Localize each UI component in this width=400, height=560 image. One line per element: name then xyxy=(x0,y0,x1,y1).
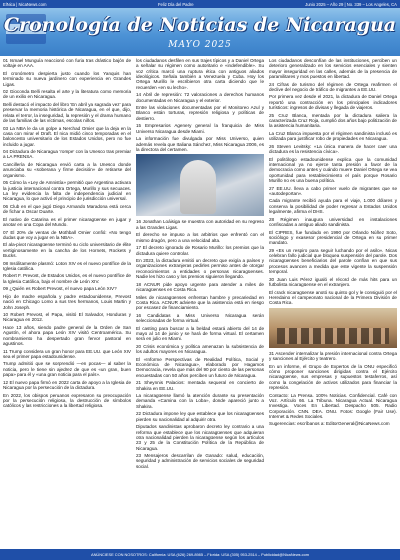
group-people xyxy=(277,328,389,344)
news-item: 02 Gioconda Belli resalta el arte y la literatura como memoria de un exilio en Nicaragua. xyxy=(3,89,131,100)
news-item: 22 Dictadura impone ley que establece que los nicaragüenses pierden su nacionalidad al adquirir otra. xyxy=(136,411,264,422)
news-item: Por primera vez desde el 2021, la dictadura de Daniel Ortega reportó una contracción en los principales indicadores turísticos: ingresos de divisas y llegada de viajeros. xyxy=(269,94,397,111)
news-item: 06 Club en el que jugó Diego Armando Maradona está cerca de fichar a Oscar Duarte. xyxy=(3,203,131,215)
news-item: 16 Jonathan Loáisiga se muestra con autoridad en su regreso a las Grandes Ligas. xyxy=(136,219,264,230)
news-item: 31 Ascender internalizar la presión internacional contra Ortega y sanciones al Ejército y teatrero. xyxy=(269,350,397,362)
news-item: 21 Sheynnis Palacios: mentada sequeral en concierto de Shakira en EE.UU. xyxy=(136,380,264,391)
news-item: La Cruz Blanca impuesta por el régimen sandinista inclusó es utilizada para justificar robo de propiedades en Nicaragua. xyxy=(269,130,397,142)
news-item: 12 El nuevo papa firmó en 2022 carta de apoyo a la Iglesia de Nicaragua por la persecución de la dictadura. xyxy=(3,379,131,390)
news-item: El «Informe Perspectivas de Realidad Política, Social y Económica de Nicaragua», elaborado por Hagamos Democracia, revela que más del 90 por ciento de las personas encuestadas con 50 años perciben un futuro de Nicaragua. xyxy=(136,356,264,378)
news-item: 14 Abril de represión: 72 valoraciones a derechos humanos documentadas en Nicaragua y el exterior. xyxy=(136,92,264,103)
news-item: El CIPRES, fue fundado en 1990 por Orlando Núñez Soto, sociólogo y exasesor presidencial de Ortega en su primer mandato. xyxy=(269,229,397,246)
sources-credits: Contacto: La Prensa. 100% Noticias. Confidencial. Café con Voz. Artículo 66. La Tribuna. Nicaragua Actual. Nicaragua Investiga. Voces En Libertad. Despacho 505. Radio Corporación. CNN. DEA. ONU. Fotos: Google (Fair Use). Internet & Redes Sociales. xyxy=(269,392,397,419)
news-item: 18 ACNUR pide apoyo urgente para atender a miles de nicaragüenses en Costa Rica. xyxy=(136,281,264,292)
news-item: 15 Empresarios Agenery general la franquicia de Miss Universo Nicaragua desde Miami. xyxy=(136,123,264,134)
news-item: 10 Robert Prevost, el Papa, visitó El Salvador, Honduras y Nicaragua en 2012. xyxy=(3,312,131,323)
pitcher-photo xyxy=(136,154,264,216)
news-item: 20 Crisis económica y política amenazan la subsistencia de los adultos mayores en Nicaragua. xyxy=(136,343,264,355)
title-banner xyxy=(0,8,400,56)
fathers-day-greeting: Feliz Día del Padre xyxy=(157,1,194,7)
news-item: 27 EE.UU. lleva a cabo primer vuelo de migrantes que se «autodeportan». xyxy=(269,185,397,196)
news-item: 30 Juan Luis Pérez igualó el récord de más hits para un futbolista nicaragüense en el extranjero. xyxy=(269,276,397,287)
column-2 xyxy=(136,58,264,548)
news-item: 16 Candidatas a Miss Universo Nicaragua serán seleccionadas de forma virtual. xyxy=(136,312,264,324)
news-item: La información fue divulgada por Miss Universo, quien además revela que Italiana Sánchez, Miss Nicaragua 2006, es la directora del certamen. xyxy=(136,136,264,152)
news-item: 07 El 20% de ventas de Mothball Omier confió: «No tengo dudas que voy a jugar en la NBA». xyxy=(3,229,131,240)
news-item: 23 Mensajeros descarrilan de Ganado: salud, educación, seguridad y administración de servicios sociales de seguridad social. xyxy=(136,453,264,469)
news-item: Cada migrante recibió ayuda para el viaje, 1.000 dólares y conserva la posibilidad de poder regresar a Estados Unidos legalmente, afirma el DHS. xyxy=(269,198,397,215)
advertising-footer: ANÚNCIESE CON NOSOTROS: California: USA (626) 269-8985 – Florida: USA (305) 953-2514 – Publicidad@NicaNews.com xyxy=(0,549,400,560)
news-item: Diputados sandinistas aprobaron decreto ley contrario a una reforma que establece que los nicaragüenses que adquieran otra nacionalidad pierden la nicaragüense según los artículos 23 y 25 de la Constitución Política de la República de Nicaragua. xyxy=(136,424,264,451)
news-item: 05 Cómo la «Ley de Amnistía» permitió que Argentina activara la justicia internacional contra Ortega, Murillo y sus secuaces. La ley evidencia la falta de independencia judicial en Nicaragua, lo que activó el principio de jurisdicción universal. xyxy=(3,180,131,202)
page-subtitle: MAYO 2025 xyxy=(168,40,232,50)
news-item: Cancillería de Nicaragua envió carta a la Unesco donde anunciaba su «soberana y firme decisión» de retirarse del organismo. xyxy=(3,161,131,178)
news-item: 01 Ismael Munguía reaccionó con furia tras drástico bajón de voltaje en AAA. xyxy=(3,58,131,69)
column-3 xyxy=(269,58,397,548)
suggestions-email: Sugerencias: escríbanos a: EditorGeneral@NicaNews.com xyxy=(269,421,390,427)
news-item: En 2023, la dictadura emitió un decreto que exigía a países y organizaciones extranjeras pedirles permiso antes de otorgar reconocimientos a entidades o personas nicaragüenses. Nadie les hizo caso y los premios siguieron llegando. xyxy=(136,258,264,280)
news-item: 28 Régimen inaugura universidad en instalaciones confiscadas a antiguo aliado sandinista. xyxy=(269,216,397,227)
masthead-brand: ElNica | NicaNews.com xyxy=(3,1,47,7)
news-item: El politólogo estadounidense explica que la comunidad internacional ya no ejerce tanta presión a favor de la democracia como antes y cuándo muere Daniel Ortega se vea oportunidad para restablecimiento el país porque Rosario Murillo no es una buena política. xyxy=(269,156,397,183)
news-item: El nativo de Catarina es el primer nicaragüense en jugar y anotar en una Copa del Mundo. xyxy=(3,216,131,227)
news-item: 09 ¿Quién es Robert Prevost, el nuevo papa León XIV? xyxy=(3,286,117,292)
news-item: 17 El decreto ignorado de Rosario Murillo: los premios que la dictadura quiere controlar. xyxy=(136,245,264,256)
news-item: 25 Cruz Blanca, mentada por la dictadura saliera la caracterizada Cruz Roja, cumplió dos años bajo politización de la asistencia humanitaria. xyxy=(269,112,397,129)
news-item: Miles de nicaragüenses enfrentan hambre y precariedad en Costa Rica. ACNUR advierte que la asistencia está en riesgo por escasez de financiamiento. xyxy=(136,294,264,311)
news-item: La nicaragüense llamó la atención durante su presentación demanda «Camina con la Loba», donde apareció junto a Shakira. xyxy=(136,393,264,409)
news-item: Hace 13 años, siendo padre general de la Orden de San Agustín, el ahora papa León XIV visitó Centroamérica. Su nombramiento ha despertado gran fervor pastoral en agustinos. xyxy=(3,324,131,346)
pitcher-figure xyxy=(180,160,216,214)
news-item: Trump admitió que se sorprendió —en pocas— al saber la noticia, pero le tiene sin ajedrez de que es «un gran, buen papa» para él y «una gran noticia para el país». xyxy=(3,361,131,378)
news-item: Entre las violaciones documentadas por el Monitoreo Azul y Blanco están torturas, represión religiosa y políticas de destierro. xyxy=(136,105,264,121)
news-item: Robert F. Prevost, de Estados Unidos, es el nuevo pontífice de la Iglesia Católica, bajo el nombre de León XIV. xyxy=(3,273,131,284)
news-item: los ciudadanos desfilen en sus trajes típicos y a Daniel Ortega a señalar su régimen como autoritario e «indefendible». Su voz crítica marcó una ruptura ética con antiguos aliados ideológicos. Señala también a Venezuela y Cuba. Hoy los Ortega Murillo le escribieron otra carta diciendo que le recuerden «en su lecho». xyxy=(136,58,264,90)
news-item: El crack nicaragüense anotó su quinto gol y le consiguió por el Heredaino el campeonato nacional de la Primera División de Costa Rica. xyxy=(269,289,397,306)
news-item: El ala-pivot nicaragüense terminó su ciclo universitario de élite vertiginosamente en la cancha de los Hornets, Rockets y Bucks. xyxy=(3,242,131,259)
column-1 xyxy=(3,58,131,548)
issue-info: Junio 2025 – Año 29 | No. 339 – Los Angeles, CA xyxy=(305,1,397,7)
news-item: 04 Dictadura de Nicaragua ‘rompe’ con la Unesco tras premiar a LA PRENSA. xyxy=(3,149,131,160)
news-item: 11 Trump considera un gran honor para EE.UU. que León XIV sea el primer papa estadounidense. xyxy=(3,348,131,359)
top-info-bar xyxy=(0,0,400,8)
page-title: Cronología de Noticias de Nicaragua xyxy=(3,14,397,36)
news-item: 26 Steven Levitsky: «La única manera de hacer caer una dictadura es la resistencia cívica». xyxy=(269,143,397,155)
news-item: Hijo de madre española y padre estadounidense, Prevost nació en Chicago Lomo a sus tres hermanos, Louis Martin y John Joseph. xyxy=(3,293,131,310)
news-item: En un informe, el Grupo de Expertos de la ONU especificó cómo proponer sanciones dirigidas contra el Ejército nicaragüense, sus empresas y supuestos testaferros, así como la congelación de activos utilizados para financiar la represión. xyxy=(269,363,397,390)
news-item: El derecho se impuso a los arbitrios que enfrentó con el mismo dragón, pero a una velocidad alta. xyxy=(136,232,264,243)
news-columns xyxy=(3,58,397,548)
news-item: El casting para buscar a la beldad estará abierto del 14 de mayo al 14 de junio y se hará de forma virtual. El certamen será en julio en Miami. xyxy=(136,325,264,342)
news-item: 29 «Es un respiro para seguir luchando por el asilo». Nicas celebran fallo judicial que bloquea suspensión del parole. Dos nicaragüenses beneficiarios del parole confían en que sus procesos avancen a medida que este vigente la suspensión temporal. xyxy=(269,247,397,275)
news-item: Belli destacó el impacto del libro 'En abril ya sagrada vez' para preservar la memoria histórica de Nicaragua, en el que, dijo, relata el terror, la inseguridad, la represión y el drama humano de las familias de las víctimas, escolas niños. xyxy=(3,101,131,123)
news-item: Los ciudadanos desconfían de las instituciones, perciben un deterioro generalizado en los servicios esenciales y sienten mayor inseguridad en las calles, además de la presencia de paramilitares y mos puestos en libertad. xyxy=(269,58,397,80)
news-item: 24 Cifras de turismo del régimen de Ortega reafirmen el declive del negocio de tráfico de migrantes a EE.UU. xyxy=(269,81,397,92)
news-item: El cronómetro despierta justo cuando los Yanquis han terminado su nueva jardinero con experiencia en Grandes Ligas. xyxy=(3,70,131,87)
news-item: En 2022, los obispos peruanos expresaron su preocupación por la persecución religiosa, la destrucción de símbolos católicos y las restricciones a la libertad religiosa. xyxy=(3,392,131,409)
news-item: 03 La NBA le da un golpe a Nerchad Omier que la deja en la casa con mirar el Draft. El nica midió cinco temporadas en el baloncesto universitario de los Estados Unidos, pero no fue incluido a jugar. xyxy=(3,125,131,147)
group-photo xyxy=(269,308,397,348)
news-item: 08 Insólitamente plasmó: Loton XIV es el nuevo pontífice de la Iglesia católica. xyxy=(3,260,131,271)
